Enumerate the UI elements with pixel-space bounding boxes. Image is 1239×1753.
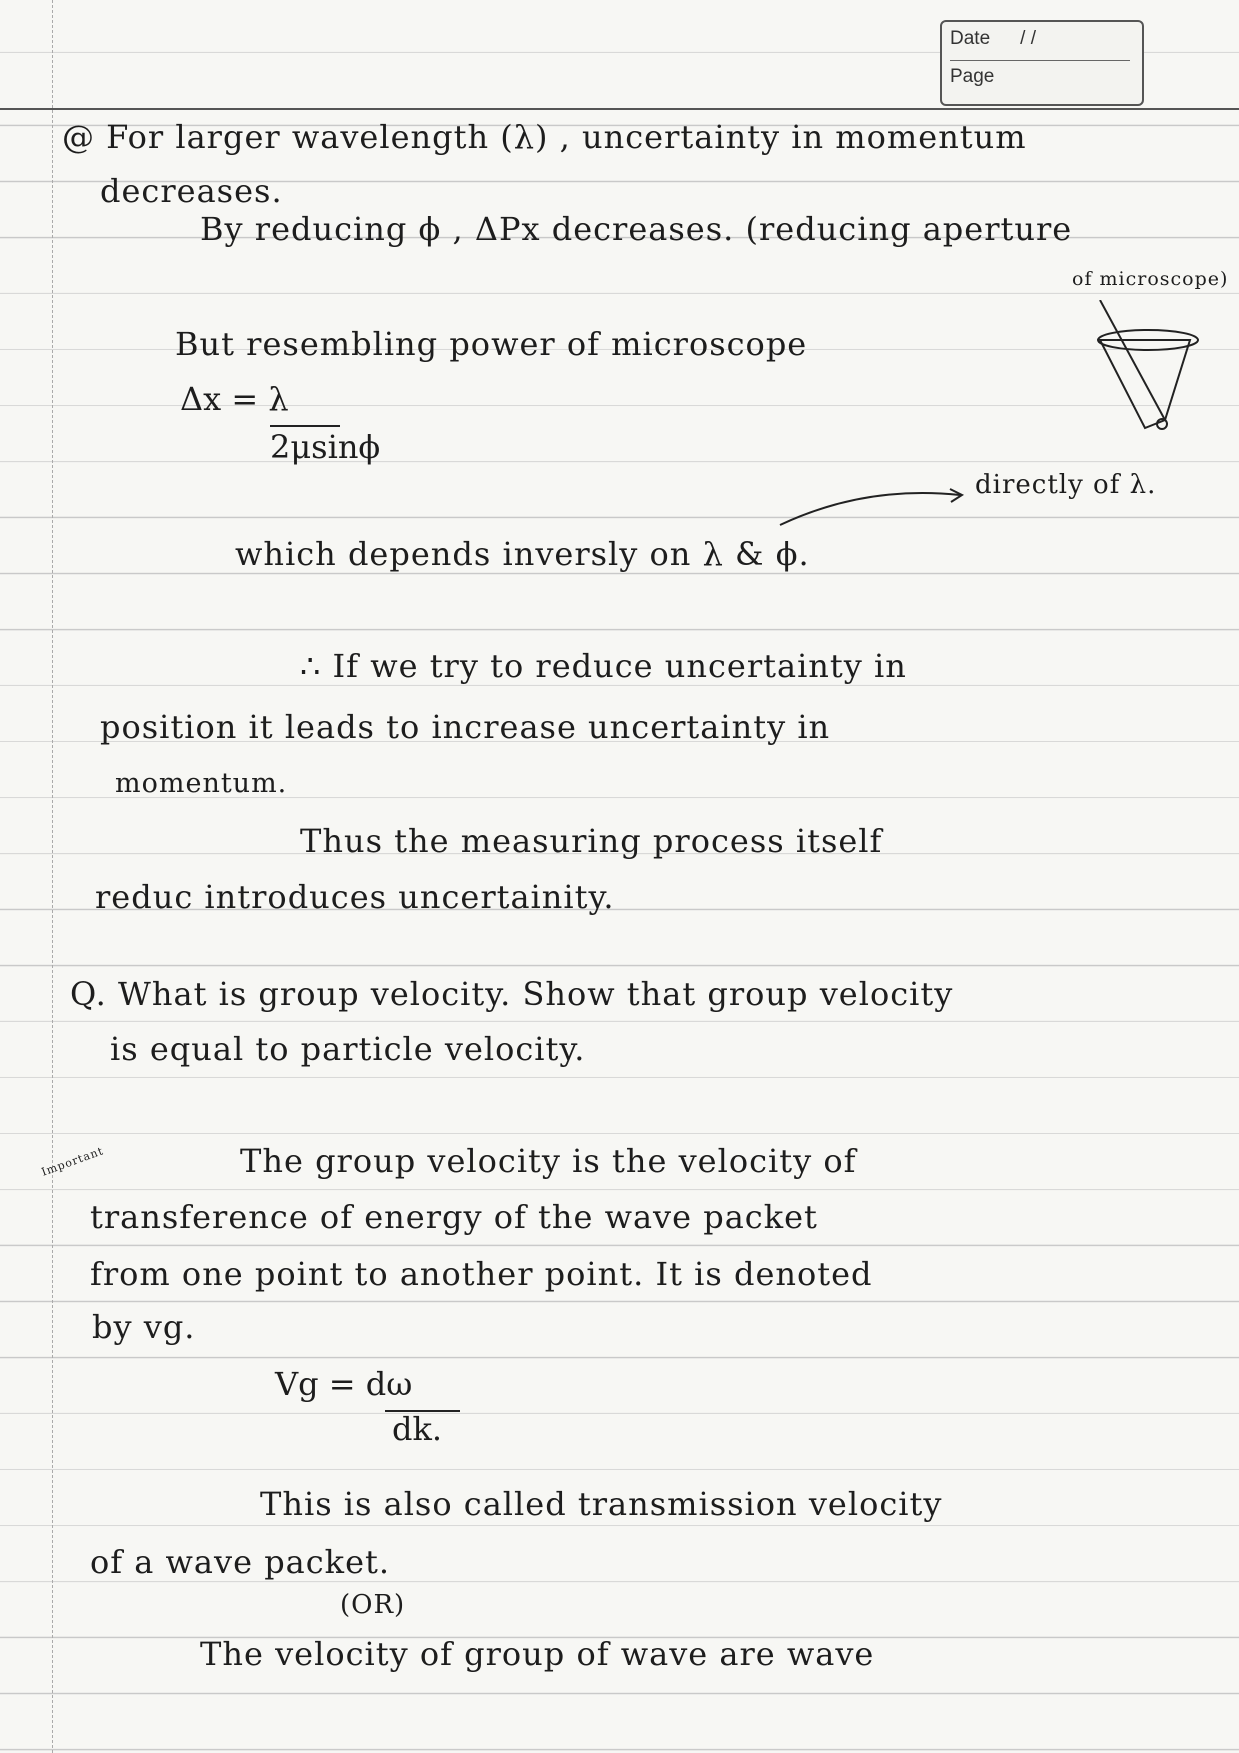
margin-line bbox=[52, 0, 53, 1753]
date-row bbox=[950, 28, 1036, 50]
note-line-16: This is also called transmission velocity bbox=[260, 1485, 943, 1523]
top-rule bbox=[0, 108, 1239, 110]
question-line-1: Q. What is group velocity. Show that group velocity bbox=[70, 975, 954, 1013]
note-line-10: Thus the measuring process itself bbox=[300, 822, 883, 860]
note-line-8: position it leads to increase uncertainty in bbox=[100, 708, 831, 746]
note-line-14: from one point to another point. It is denoted bbox=[90, 1255, 873, 1293]
note-line-13: transference of energy of the wave packet bbox=[90, 1198, 818, 1236]
date-box-divider bbox=[950, 60, 1130, 61]
annotation-arrow bbox=[775, 485, 975, 530]
note-line-7: ∴ If we try to reduce uncertainty in bbox=[300, 647, 907, 685]
note-line-17: of a wave packet. bbox=[90, 1543, 391, 1581]
note-line-15: by vg. bbox=[92, 1308, 196, 1346]
note-line-annotation: directly of λ. bbox=[975, 470, 1157, 500]
page-label: Page bbox=[950, 66, 995, 87]
date-label: Date bbox=[950, 28, 991, 49]
note-line-9: momentum. bbox=[115, 768, 288, 799]
note-line-18: The velocity of group of wave are wave bbox=[200, 1635, 875, 1673]
note-line-3: By reducing ϕ , ΔPx decreases. (reducing aperture bbox=[200, 210, 1073, 248]
note-line-6: which depends inversly on λ & ϕ. bbox=[235, 535, 810, 573]
formula-delta-x-numerator: Δx = λ bbox=[180, 380, 289, 418]
note-line-12: The group velocity is the velocity of bbox=[240, 1142, 857, 1180]
date-page-box bbox=[940, 20, 1144, 106]
important-annotation: Important bbox=[39, 1144, 106, 1179]
note-line-1: @ For larger wavelength (λ) , uncertainty in momentum bbox=[62, 118, 1027, 156]
page-row bbox=[950, 66, 994, 88]
date-value: / / bbox=[1020, 28, 1036, 49]
formula-vg-numerator: Vg = dω bbox=[275, 1365, 413, 1403]
microscope-sketch bbox=[1070, 300, 1220, 440]
note-line-2: decreases. bbox=[100, 172, 283, 210]
note-line-4: of microscope) bbox=[1072, 268, 1229, 290]
note-line-11: reduc introduces uncertainity. bbox=[95, 878, 615, 916]
note-line-or: (OR) bbox=[340, 1590, 406, 1620]
formula-vg-denominator: dk. bbox=[392, 1410, 443, 1448]
fraction-bar-1 bbox=[270, 425, 340, 427]
formula-delta-x-denominator: 2μsinϕ bbox=[270, 428, 381, 466]
question-line-2: is equal to particle velocity. bbox=[110, 1030, 586, 1068]
note-line-5: But resembling power of microscope bbox=[175, 325, 808, 363]
